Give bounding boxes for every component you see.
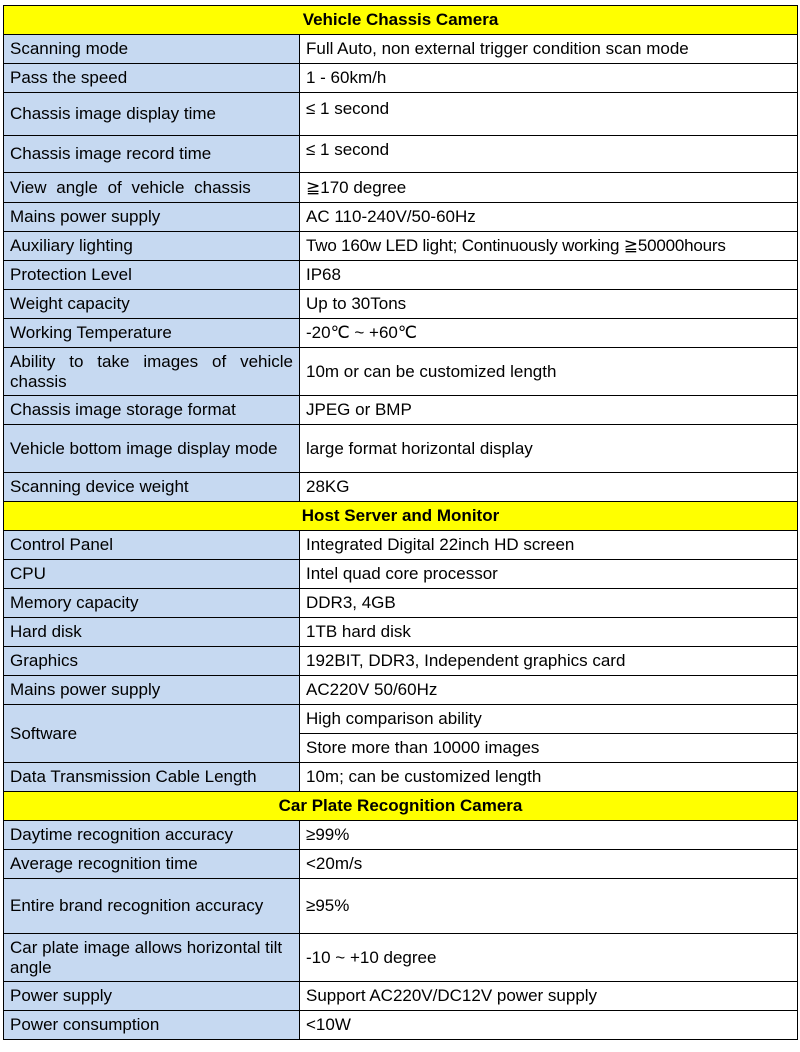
row-value: High comparison ability: [300, 705, 798, 734]
table-row: [4, 1011, 798, 1040]
row-label: Working Temperature: [4, 319, 300, 348]
spec-table: [3, 5, 798, 1040]
table-row: [4, 560, 798, 589]
row-label: Scanning device weight: [4, 473, 300, 502]
row-value: Intel quad core processor: [300, 560, 798, 589]
table-row: [4, 348, 798, 396]
section-title: Vehicle Chassis Camera: [4, 6, 798, 35]
row-value: Integrated Digital 22inch HD screen: [300, 531, 798, 560]
table-row: [4, 93, 798, 136]
table-row: [4, 473, 798, 502]
row-label: View angle of vehicle chassis: [4, 173, 300, 203]
table-row: [4, 618, 798, 647]
row-value: AC220V 50/60Hz: [300, 676, 798, 705]
row-value: -20℃ ~ +60℃: [300, 319, 798, 348]
row-value: 28KG: [300, 473, 798, 502]
table-row: [4, 136, 798, 173]
section-title: Host Server and Monitor: [4, 502, 798, 531]
row-label: Weight capacity: [4, 290, 300, 319]
row-value: ≤ 1 second: [300, 93, 798, 136]
table-row: [4, 261, 798, 290]
row-label: Chassis image display time: [4, 93, 300, 136]
table-row: [4, 589, 798, 618]
row-value: Up to 30Tons: [300, 290, 798, 319]
row-label: Auxiliary lighting: [4, 232, 300, 261]
section-header-row: [4, 6, 798, 35]
row-value: IP68: [300, 261, 798, 290]
row-label: Power supply: [4, 982, 300, 1011]
row-value: ≤ 1 second: [300, 136, 798, 173]
section-header-row: [4, 502, 798, 531]
row-value: Store more than 10000 images: [300, 734, 798, 763]
row-label: Car plate image allows horizontal tilt angle: [4, 934, 300, 982]
table-row: [4, 763, 798, 792]
table-row: [4, 425, 798, 473]
table-row: [4, 982, 798, 1011]
row-value: <10W: [300, 1011, 798, 1040]
table-row: [4, 203, 798, 232]
row-label: Software: [4, 705, 300, 763]
row-label: Mains power supply: [4, 676, 300, 705]
row-value: Full Auto, non external trigger condition scan mode: [300, 35, 798, 64]
row-label: Pass the speed: [4, 64, 300, 93]
table-row: [4, 879, 798, 934]
row-label: Data Transmission Cable Length: [4, 763, 300, 792]
row-label: Control Panel: [4, 531, 300, 560]
row-value: ≥99%: [300, 821, 798, 850]
row-label: Average recognition time: [4, 850, 300, 879]
table-row: [4, 821, 798, 850]
row-label: Power consumption: [4, 1011, 300, 1040]
table-row: [4, 531, 798, 560]
row-label: CPU: [4, 560, 300, 589]
row-label: Chassis image storage format: [4, 396, 300, 425]
row-label: Vehicle bottom image display mode: [4, 425, 300, 473]
row-value: large format horizontal display: [300, 425, 798, 473]
section-header-row: [4, 792, 798, 821]
row-value: -10 ~ +10 degree: [300, 934, 798, 982]
row-label: Ability to take images of vehicle chassis: [4, 348, 300, 396]
row-value: 10m; can be customized length: [300, 763, 798, 792]
section-title: Car Plate Recognition Camera: [4, 792, 798, 821]
row-label: Graphics: [4, 647, 300, 676]
table-row: [4, 934, 798, 982]
row-value: AC 110-240V/50-60Hz: [300, 203, 798, 232]
row-value: DDR3, 4GB: [300, 589, 798, 618]
table-row: [4, 173, 798, 203]
table-row: [4, 290, 798, 319]
row-value: 10m or can be customized length: [300, 348, 798, 396]
row-label: Daytime recognition accuracy: [4, 821, 300, 850]
row-label: Protection Level: [4, 261, 300, 290]
row-label: Memory capacity: [4, 589, 300, 618]
table-row: [4, 35, 798, 64]
table-row: [4, 850, 798, 879]
row-label: Scanning mode: [4, 35, 300, 64]
row-value: Support AC220V/DC12V power supply: [300, 982, 798, 1011]
table-row: [4, 647, 798, 676]
row-value: 1 - 60km/h: [300, 64, 798, 93]
row-value: <20m/s: [300, 850, 798, 879]
table-row: [4, 319, 798, 348]
table-row: [4, 705, 798, 734]
row-label: Chassis image record time: [4, 136, 300, 173]
row-value: ≧170 degree: [300, 173, 798, 203]
table-row: [4, 396, 798, 425]
row-value: JPEG or BMP: [300, 396, 798, 425]
row-label: Entire brand recognition accuracy: [4, 879, 300, 934]
table-row: [4, 64, 798, 93]
table-row: [4, 232, 798, 261]
row-value: 1TB hard disk: [300, 618, 798, 647]
row-value: ≥95%: [300, 879, 798, 934]
row-label: Hard disk: [4, 618, 300, 647]
row-value: 192BIT, DDR3, Independent graphics card: [300, 647, 798, 676]
table-row: [4, 676, 798, 705]
row-label: Mains power supply: [4, 203, 300, 232]
row-value: Two 160w LED light; Continuously working ≧50000hours: [300, 232, 798, 261]
